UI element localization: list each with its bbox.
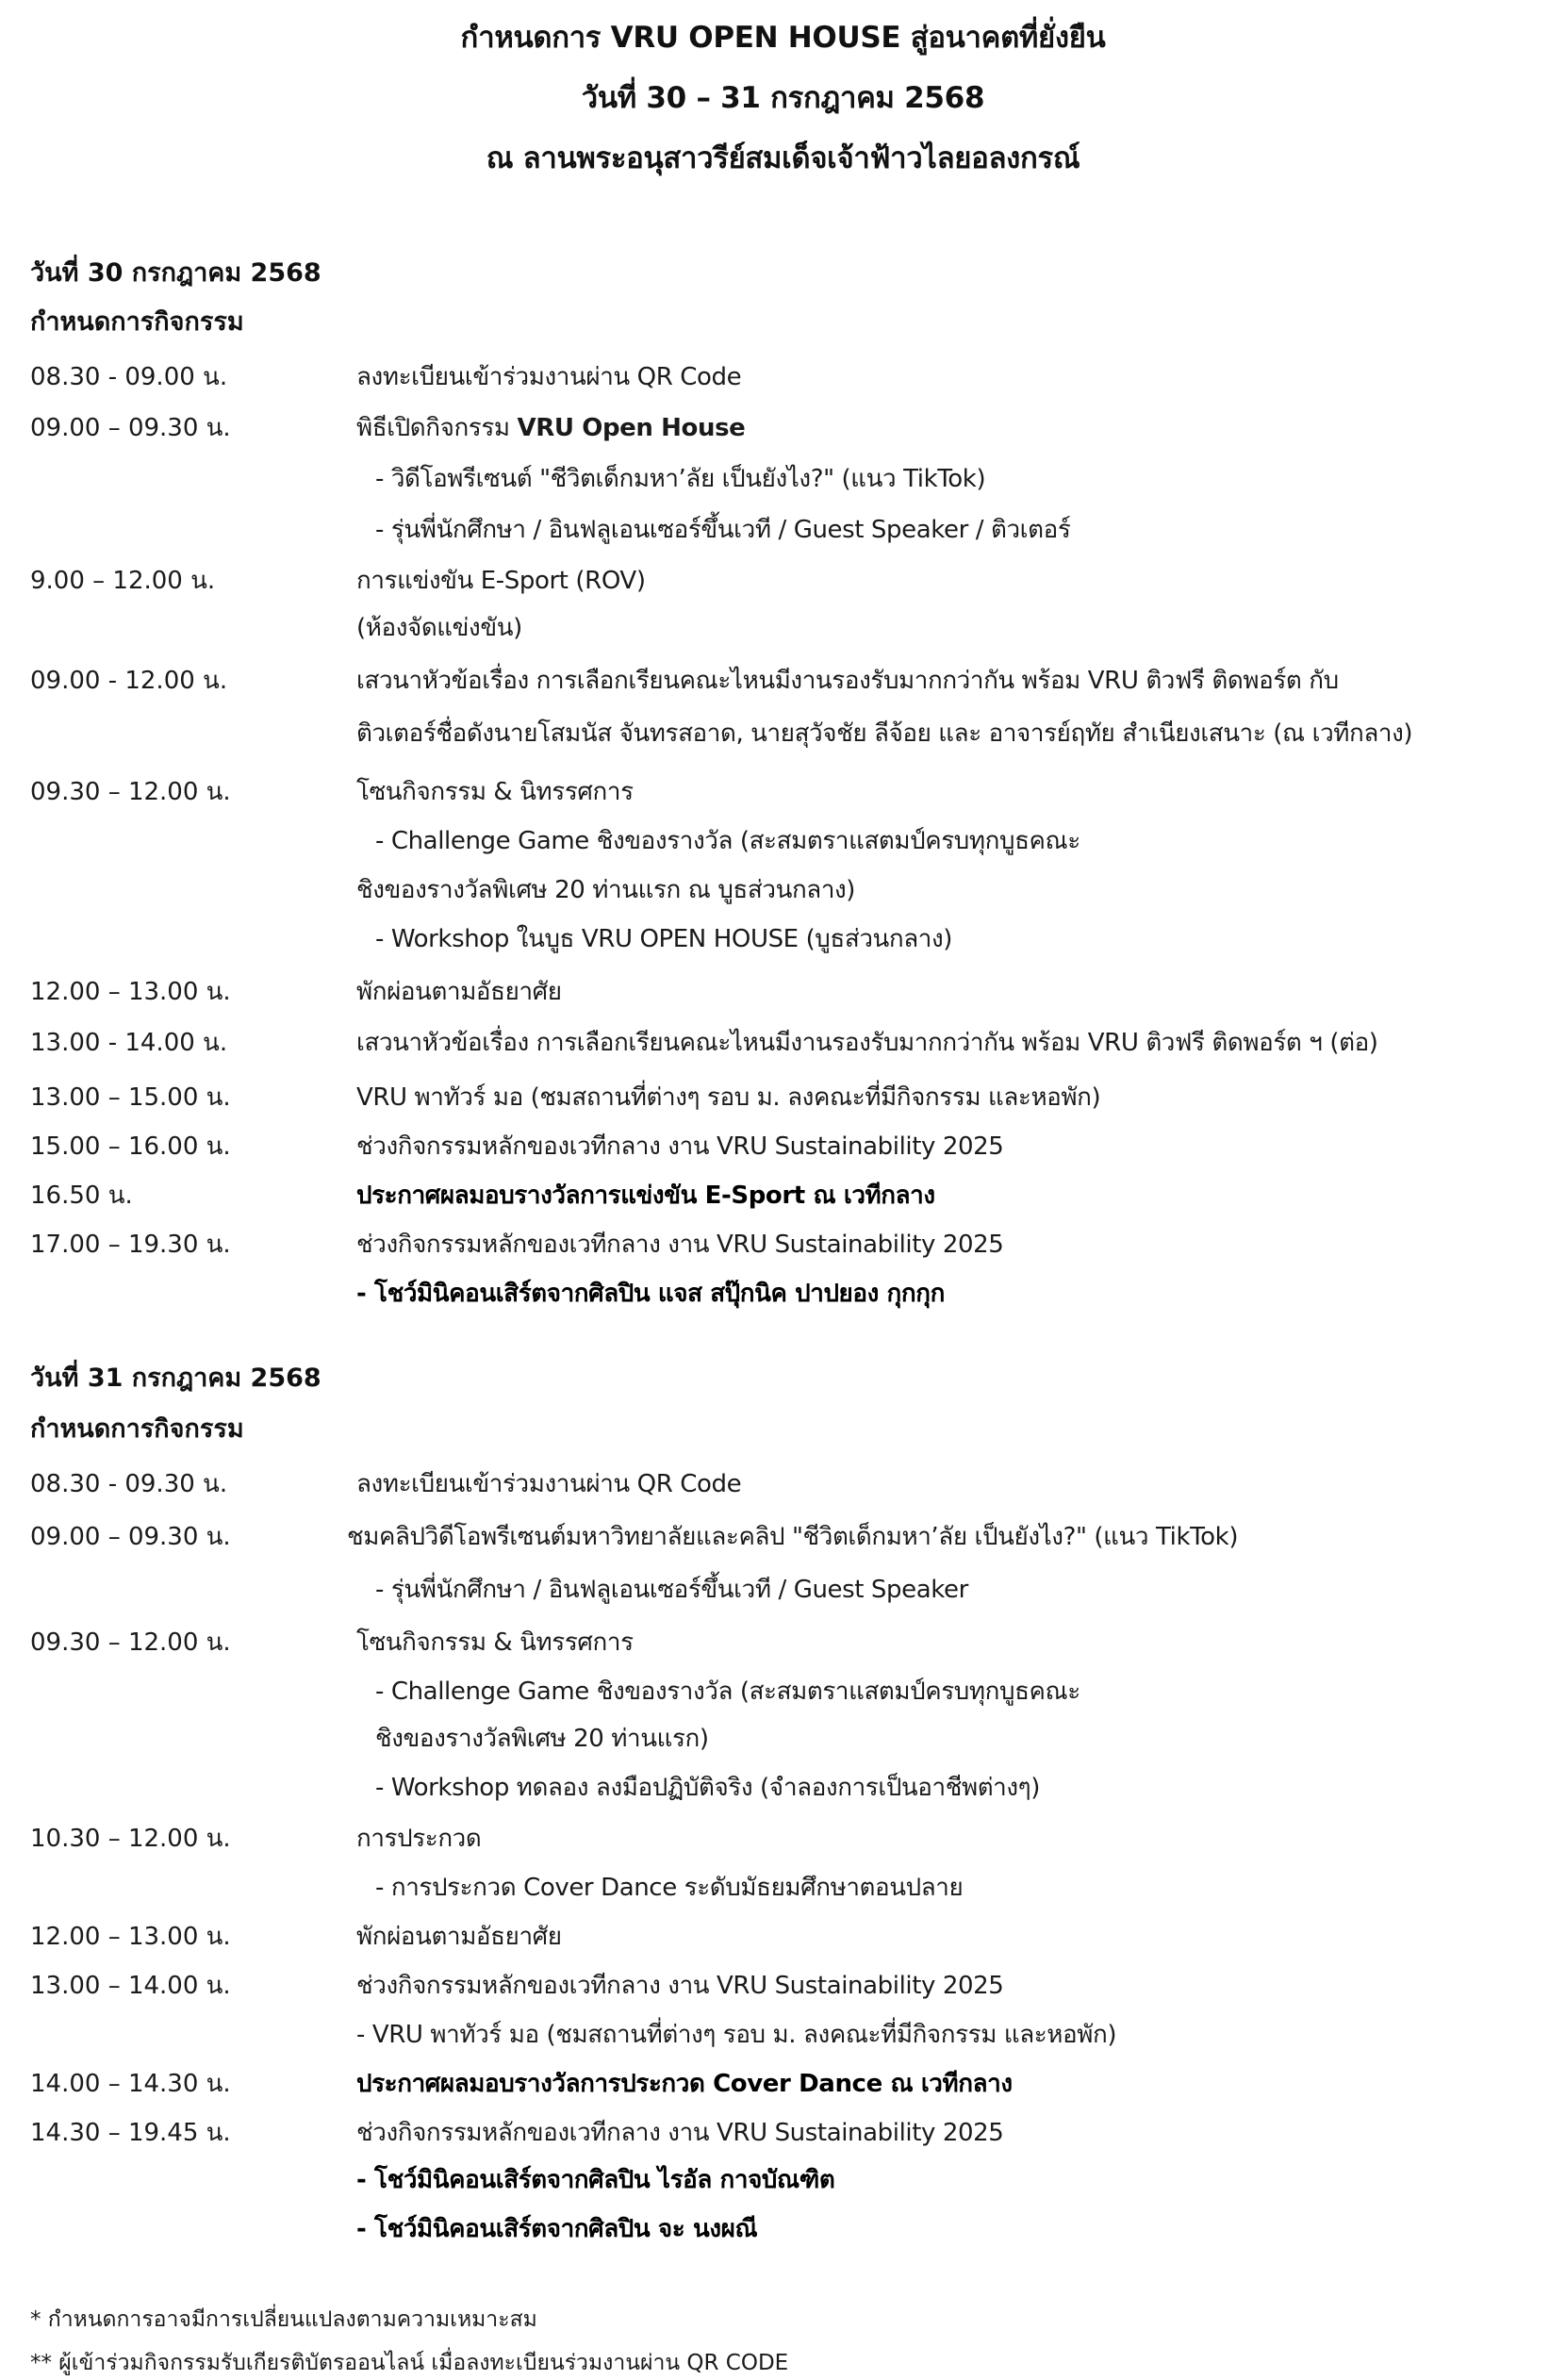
schedule-desc-prefix: พิธีเปิดกิจกรรม (356, 414, 518, 442)
schedule-time: 09.00 - 12.00 น. (30, 667, 228, 695)
schedule-desc: การประกวด (356, 1825, 482, 1853)
schedule-time: 13.00 - 14.00 น. (30, 1029, 228, 1057)
concert-item: - โชว์มินิคอนเสิร์ตจากศิลปิน จะ นงผณี (356, 2215, 758, 2243)
schedule-desc: ช่วงกิจกรรมหลักของเวทีกลาง งาน VRU Sustainability 2025 (356, 1132, 1004, 1161)
schedule-desc-continued: ติวเตอร์ชื่อดังนายโสมนัส จันทรสอาด, นายสุวัจชัย ลีจ้อย และ อาจารย์ฤทัย สำเนียงเสนาะ (ณ เวทีกลาง) (356, 719, 1413, 748)
schedule-desc: VRU พาทัวร์ มอ (ชมสถานที่ต่างๆ รอบ ม. ลงคณะที่มีกิจกรรม และหอพัก) (356, 1083, 1101, 1112)
schedule-time: 08.30 - 09.00 น. (30, 363, 228, 391)
event-name-bold: VRU Open House (517, 414, 746, 442)
schedule-subitem: - Challenge Game ชิงของรางวัล (สะสมตราแสตมป์ครบทุกบูธคณะ (375, 827, 1080, 855)
schedule-time: 09.30 – 12.00 น. (30, 778, 231, 806)
day2-heading: วันที่ 31 กรกฎาคม 2568 (30, 1364, 321, 1393)
concert-item: - โชว์มินิคอนเสิร์ตจากศิลปิน ไรอัล กาจบัณฑิต (356, 2166, 835, 2194)
schedule-desc: พักผ่อนตามอัธยาศัย (356, 978, 562, 1006)
schedule-desc: การแข่งขัน E-Sport (ROV) (356, 567, 646, 595)
schedule-subitem: - VRU พาทัวร์ มอ (ชมสถานที่ต่างๆ รอบ ม. ลงคณะที่มีกิจกรรม และหอพัก) (356, 2021, 1117, 2049)
schedule-time: 9.00 – 12.00 น. (30, 567, 216, 595)
schedule-time: 12.00 – 13.00 น. (30, 1923, 231, 1951)
schedule-subitem: ชิงของรางวัลพิเศษ 20 ท่านแรก) (375, 1725, 709, 1753)
event-venue: ณ ลานพระอนุสาวรีย์สมเด็จเจ้าฟ้าวไลยอลงกรณ์ (486, 141, 1080, 175)
schedule-desc: เสวนาหัวข้อเรื่อง การเลือกเรียนคณะไหนมีงานรองรับมากกว่ากัน พร้อม VRU ติวฟรี ติดพอร์ต กับ (356, 667, 1339, 695)
schedule-desc: ชมคลิปวิดีโอพรีเซนต์มหาวิทยาลัยและคลิป "ชีวิตเด็กมหา’ลัย เป็นยังไง?" (แนว TikTok) (347, 1523, 1239, 1551)
schedule-subitem: (ห้องจัดแข่งขัน) (356, 614, 522, 642)
schedule-time: 17.00 – 19.30 น. (30, 1231, 231, 1259)
schedule-subitem: - Workshop ในบูธ VRU OPEN HOUSE (บูธส่วนกลาง) (375, 925, 953, 953)
schedule-time: 15.00 – 16.00 น. (30, 1132, 231, 1161)
schedule-desc: ช่วงกิจกรรมหลักของเวทีกลาง งาน VRU Sustainability 2025 (356, 1231, 1004, 1259)
schedule-desc: พักผ่อนตามอัธยาศัย (356, 1923, 562, 1951)
schedule-desc: ช่วงกิจกรรมหลักของเวทีกลาง งาน VRU Sustainability 2025 (356, 1972, 1004, 2000)
page-title: กำหนดการ VRU OPEN HOUSE สู่อนาคตที่ยั่งยืน (460, 21, 1106, 55)
schedule-desc: ช่วงกิจกรรมหลักของเวทีกลาง งาน VRU Sustainability 2025 (356, 2119, 1004, 2147)
schedule-subitem: ชิงของรางวัลพิเศษ 20 ท่านแรก ณ บูธส่วนกลาง) (356, 876, 856, 904)
schedule-desc: โซนกิจกรรม & นิทรรศการ (356, 1628, 634, 1657)
event-dates: วันที่ 30 – 31 กรกฎาคม 2568 (581, 81, 985, 115)
schedule-time: 09.00 – 09.30 น. (30, 1523, 231, 1551)
schedule-time: 13.00 – 14.00 น. (30, 1972, 231, 2000)
schedule-time: 12.00 – 13.00 น. (30, 978, 231, 1006)
schedule-time: 14.30 – 19.45 น. (30, 2119, 231, 2147)
schedule-subitem: - Workshop ทดลอง ลงมือปฏิบัติจริง (จำลองการเป็นอาชีพต่างๆ) (375, 1774, 1040, 1802)
footnote-certificate: ** ผู้เข้าร่วมกิจกรรมรับเกียรติบัตรออนไลน์ เมื่อลงทะเบียนร่วมงานผ่าน QR CODE (30, 2351, 789, 2375)
schedule-time: 13.00 – 15.00 น. (30, 1083, 231, 1112)
schedule-desc (356, 411, 745, 445)
schedule-desc: ลงทะเบียนเข้าร่วมงานผ่าน QR Code (356, 363, 742, 391)
schedule-subitem: - รุ่นพี่นักศึกษา / อินฟลูเอนเซอร์ขึ้นเวที / Guest Speaker / ติวเตอร์ (375, 516, 1071, 544)
schedule-time: 14.00 – 14.30 น. (30, 2070, 231, 2098)
award-announcement: ประกาศผลมอบรางวัลการแข่งขัน E-Sport ณ เวทีกลาง (356, 1182, 935, 1210)
day1-heading: วันที่ 30 กรกฎาคม 2568 (30, 258, 321, 288)
schedule-desc: เสวนาหัวข้อเรื่อง การเลือกเรียนคณะไหนมีงานรองรับมากกว่ากัน พร้อม VRU ติวฟรี ติดพอร์ต ฯ (ต่อ) (356, 1029, 1378, 1057)
day1-subheading: กำหนดการกิจกรรม (30, 307, 244, 337)
schedule-time: 09.30 – 12.00 น. (30, 1628, 231, 1657)
concert-item: - โชว์มินิคอนเสิร์ตจากศิลปิน แจส สปุ๊กนิค ปาปยอง กุกกุก (356, 1280, 945, 1308)
day2-subheading: กำหนดการกิจกรรม (30, 1414, 244, 1444)
schedule-desc: ลงทะเบียนเข้าร่วมงานผ่าน QR Code (356, 1470, 742, 1498)
footnote-schedule-change: * กำหนดการอาจมีการเปลี่ยนแปลงตามความเหมาะสม (30, 2307, 537, 2332)
award-announcement: ประกาศผลมอบรางวัลการประกวด Cover Dance ณ เวทีกลาง (356, 2070, 1013, 2098)
schedule-time: 10.30 – 12.00 น. (30, 1825, 231, 1853)
schedule-time: 16.50 น. (30, 1182, 133, 1210)
schedule-subitem: - การประกวด Cover Dance ระดับมัธยมศึกษาตอนปลาย (375, 1874, 964, 1902)
schedule-subitem: - รุ่นพี่นักศึกษา / อินฟลูเอนเซอร์ขึ้นเวที / Guest Speaker (375, 1576, 968, 1604)
schedule-subitem: - Challenge Game ชิงของรางวัล (สะสมตราแสตมป์ครบทุกบูธคณะ (375, 1678, 1080, 1706)
schedule-subitem: - วิดีโอพรีเซนต์ "ชีวิตเด็กมหา’ลัย เป็นยังไง?" (แนว TikTok) (375, 465, 986, 493)
schedule-time: 09.00 – 09.30 น. (30, 414, 231, 442)
schedule-time: 08.30 - 09.30 น. (30, 1470, 228, 1498)
schedule-desc: โซนกิจกรรม & นิทรรศการ (356, 778, 634, 806)
